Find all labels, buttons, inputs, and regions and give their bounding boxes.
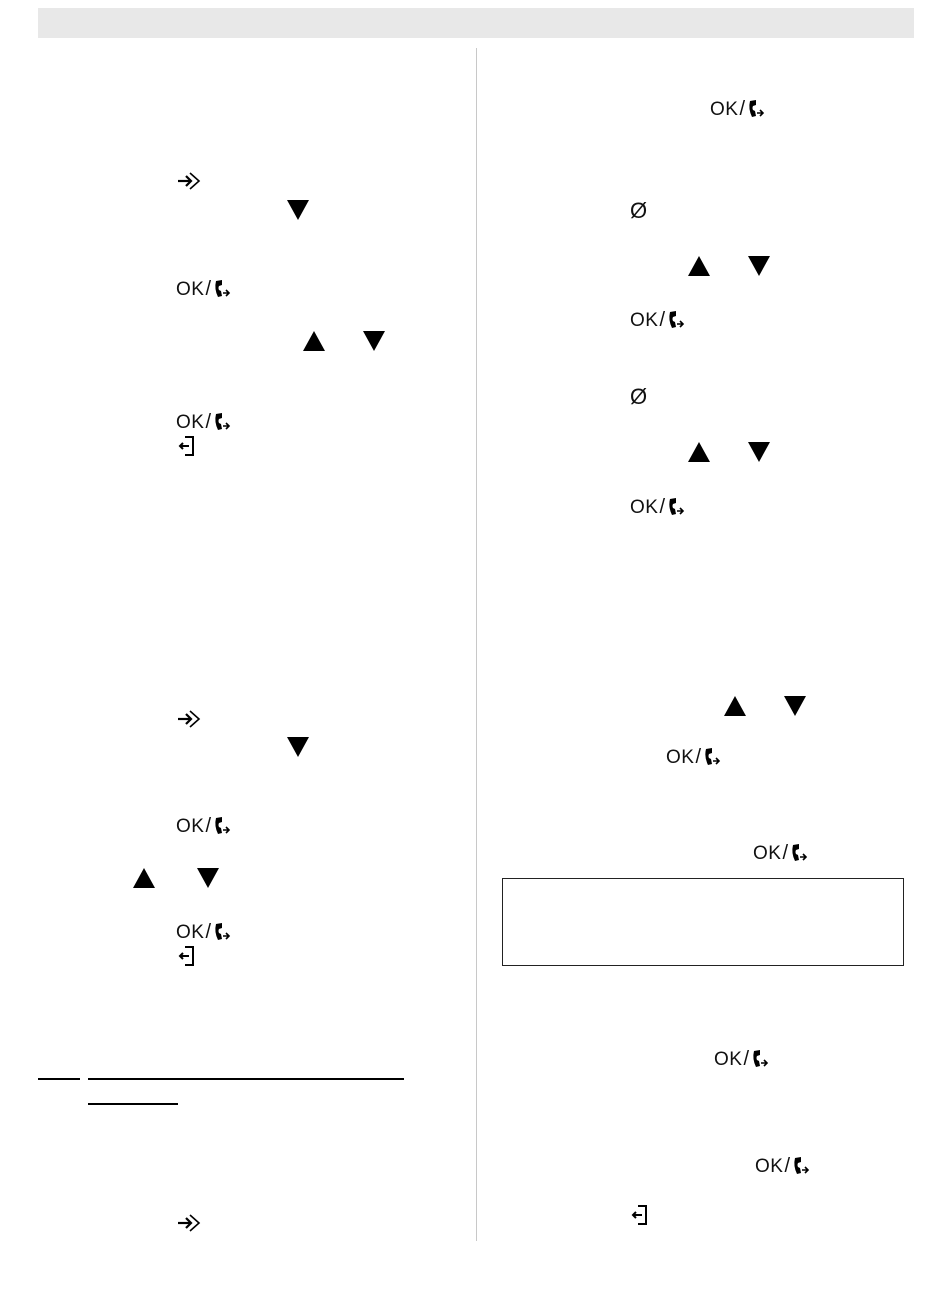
ok-call-icon: OK / bbox=[176, 411, 231, 433]
up-arrow-icon bbox=[303, 331, 325, 351]
down-arrow-icon bbox=[748, 256, 770, 276]
menu-exit-icon bbox=[631, 1204, 649, 1230]
menu-exit-icon bbox=[178, 945, 196, 971]
ok-call-icon: OK / bbox=[176, 815, 231, 837]
menu-enter-icon bbox=[176, 1212, 204, 1238]
menu-enter-icon bbox=[176, 708, 204, 734]
ok-call-icon: OK / bbox=[753, 842, 808, 864]
ok-call-icon: OK / bbox=[666, 746, 721, 768]
ok-call-icon: OK / bbox=[176, 278, 231, 300]
ok-call-icon: OK / bbox=[755, 1155, 810, 1177]
up-arrow-icon bbox=[688, 442, 710, 462]
ok-call-icon: OK / bbox=[630, 496, 685, 518]
section-title-rule bbox=[88, 1103, 178, 1105]
down-arrow-icon bbox=[748, 442, 770, 462]
up-arrow-icon bbox=[724, 696, 746, 716]
column-divider bbox=[476, 48, 477, 1241]
note-box bbox=[502, 878, 904, 966]
header-bar bbox=[38, 8, 914, 38]
section-title-rule bbox=[88, 1078, 404, 1080]
down-arrow-icon bbox=[784, 696, 806, 716]
ok-call-icon: OK / bbox=[714, 1048, 769, 1070]
ok-call-icon: OK / bbox=[710, 98, 765, 120]
ok-call-icon: OK / bbox=[176, 921, 231, 943]
section-number-rule bbox=[38, 1078, 80, 1080]
down-arrow-icon bbox=[197, 868, 219, 888]
menu-exit-icon bbox=[178, 435, 196, 461]
up-arrow-icon bbox=[133, 868, 155, 888]
up-arrow-icon bbox=[688, 256, 710, 276]
down-arrow-icon bbox=[287, 737, 309, 757]
down-arrow-icon bbox=[287, 200, 309, 220]
menu-enter-icon bbox=[176, 170, 204, 196]
ok-call-icon: OK / bbox=[630, 309, 685, 331]
down-arrow-icon bbox=[363, 331, 385, 351]
clear-icon: Ø bbox=[630, 384, 648, 409]
clear-icon: Ø bbox=[630, 198, 648, 223]
